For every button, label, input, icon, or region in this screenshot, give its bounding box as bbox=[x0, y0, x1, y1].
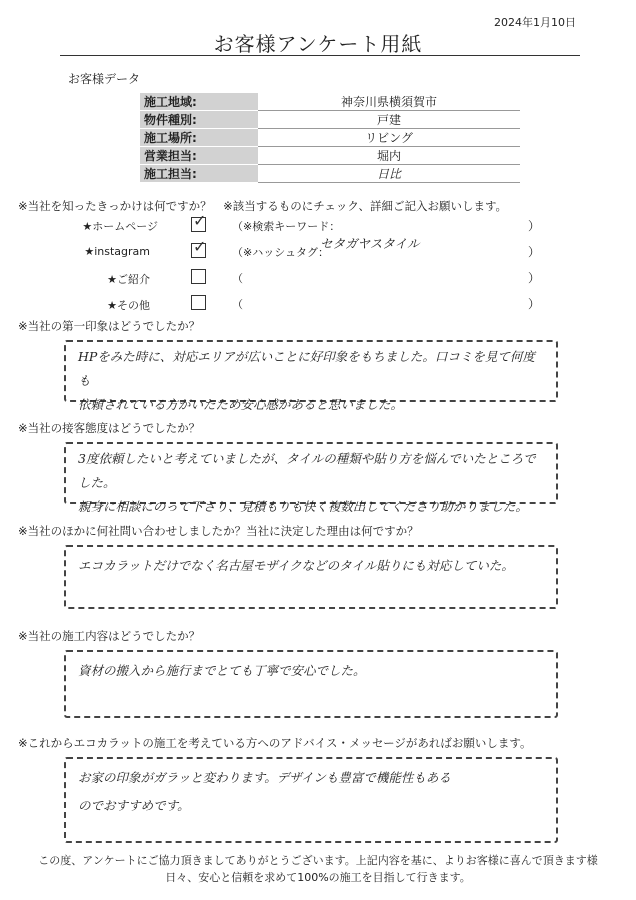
construction-area-value: 神奈川県横須賀市 bbox=[258, 93, 520, 111]
sales-rep-value: 堀内 bbox=[258, 147, 520, 165]
question-advice-message: ※これからエコカラットの施工を考えている方へのアドバイス・メッセージがあればお願いします。 bbox=[18, 736, 532, 750]
page-title: お客様アンケート用紙 bbox=[213, 32, 423, 56]
answer-line: お家の印象がガラッと変わります。デザインも豊富で機能性もある bbox=[78, 770, 451, 785]
other-checkbox[interactable] bbox=[191, 295, 206, 310]
field-label: 施工地域: bbox=[140, 93, 258, 111]
hashtag-label: （※ハッシュタグ： bbox=[232, 246, 329, 259]
question-customer-service: ※当社の接客態度はどうでしたか？ bbox=[18, 421, 201, 435]
answer-line: HPをみた時に、対応エリアが広いことに好印象をもちました。口コミを見て何度も bbox=[78, 349, 535, 388]
table-row bbox=[140, 111, 520, 129]
customer-data-table bbox=[140, 93, 520, 183]
paren-close: ） bbox=[528, 245, 541, 259]
check-mark-icon: ✓ bbox=[193, 237, 207, 256]
answer-line: のでおすすめです。 bbox=[78, 798, 190, 813]
question-other-companies: ※当社のほかに何社問い合わせしましたか？当社に決定した理由は何ですか？ bbox=[18, 524, 419, 538]
answer-line: 3度依頼したいと考えていましたが、タイルの種類や貼り方を悩んでいたところでした。 bbox=[78, 451, 536, 490]
answer-line: 資材の搬入から施行までとても丁寧で安心でした。 bbox=[78, 663, 366, 678]
question-first-impression: ※当社の第一印象はどうでしたか？ bbox=[18, 319, 201, 333]
table-row bbox=[140, 93, 520, 111]
table-row bbox=[140, 147, 520, 165]
referral-checkbox[interactable] bbox=[191, 269, 206, 284]
answer-line: 依頼されている方がいたため安心感があると思いました。 bbox=[78, 397, 404, 412]
answer-box-construction-content bbox=[64, 650, 558, 718]
question-construction-content: ※当社の施工内容はどうでしたか？ bbox=[18, 629, 201, 643]
answer-line: エコカラットだけでなく名古屋モザイクなどのタイル貼りにも対応していた。 bbox=[78, 558, 514, 573]
referral-detail-open: （ bbox=[232, 272, 243, 285]
check-mark-icon: ✓ bbox=[193, 211, 207, 230]
footer-line: 日々、安心と信頼を求めて100%の施工を目指して行きます。 bbox=[165, 871, 471, 884]
answer-box-first-impression bbox=[64, 340, 558, 412]
source-label-referral: ★ご紹介 bbox=[107, 273, 150, 286]
field-label: 物件種別: bbox=[140, 111, 258, 129]
title-divider bbox=[60, 55, 580, 56]
table-row bbox=[140, 165, 520, 183]
search-keyword-label: （※検索キーワード： bbox=[232, 220, 341, 233]
installer-value: 日比 bbox=[258, 165, 520, 183]
answer-box-customer-service bbox=[64, 442, 558, 514]
customer-data-heading: お客様データ bbox=[68, 72, 141, 86]
construction-place-value: リビング bbox=[258, 129, 520, 147]
other-detail-open: （ bbox=[232, 298, 243, 311]
question-how-found: ※当社を知ったきっかけは何ですか？ ※該当するものにチェック、詳細ご記入お願いします。 bbox=[18, 199, 508, 213]
answer-line: 親身に相談にのって下さり、見積もりも快く複数出してくださり助かりました。 bbox=[78, 499, 528, 514]
source-label-instagram: ★instagram bbox=[84, 245, 150, 258]
paren-close: ） bbox=[528, 219, 541, 233]
source-label-other: ★その他 bbox=[107, 299, 150, 312]
field-label: 営業担当: bbox=[140, 147, 258, 165]
answer-box-advice-message bbox=[64, 757, 558, 843]
field-label: 施工場所: bbox=[140, 129, 258, 147]
table-row bbox=[140, 129, 520, 147]
answer-box-other-companies bbox=[64, 545, 558, 609]
property-type-value: 戸建 bbox=[258, 111, 520, 129]
footer-message bbox=[0, 852, 636, 886]
source-label-homepage: ★ホームページ bbox=[82, 220, 158, 233]
field-label: 施工担当: bbox=[140, 165, 258, 183]
survey-date: 2024年1月10日 bbox=[494, 16, 576, 29]
hashtag-answer: セタガヤスタイル bbox=[320, 236, 420, 251]
paren-close: ） bbox=[528, 297, 541, 311]
footer-line: この度、アンケートにご協力頂きましてありがとうございます。上記内容を基に、よりお客様に喜んで頂きます様 bbox=[38, 854, 598, 867]
paren-close: ） bbox=[528, 271, 541, 285]
